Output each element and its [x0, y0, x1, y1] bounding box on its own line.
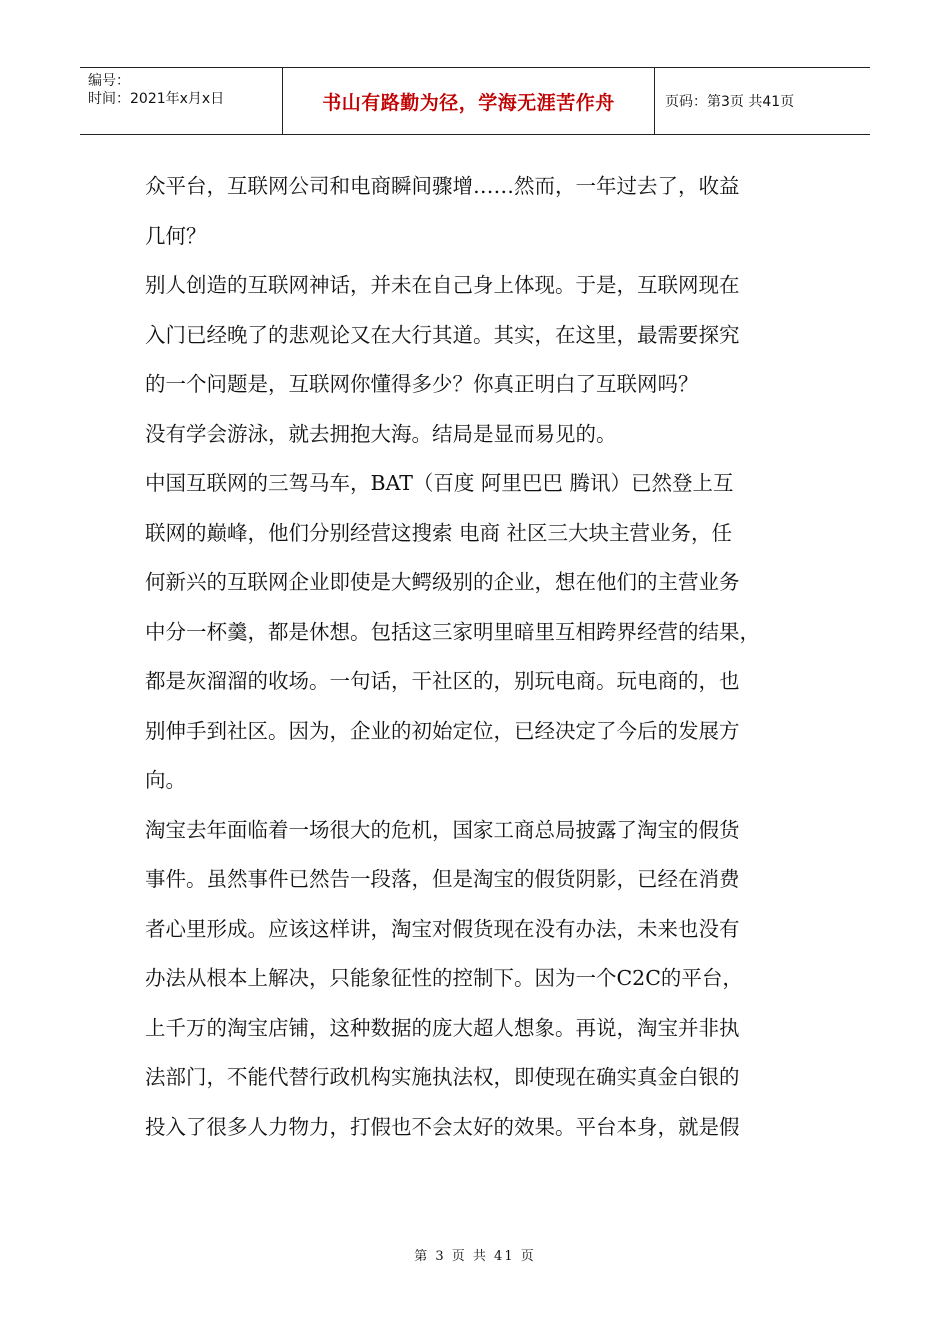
text-line: 中分一杯羹，都是休想。包括这三家明里暗里互相跨界经营的结果， — [145, 619, 760, 644]
text-line: 淘宝去年面临着一场很大的危机，国家工商总局披露了淘宝的假货 — [145, 817, 740, 842]
text-line: 都是灰溜溜的收场。一句话，干社区的，别玩电商。玩电商的，也 — [145, 669, 740, 693]
text-line: 办法从根本上解决，只能象征性的控制下。因为一个C2C的平台， — [145, 966, 743, 990]
text-line: 投入了很多人力物力，打假也不会太好的效果。平台本身，就是假 — [145, 1114, 740, 1139]
text-line: 上千万的淘宝店铺，这种数据的庞大超人想象。再说，淘宝并非执 — [145, 1015, 740, 1040]
header-motto-cell — [283, 68, 655, 134]
text-line: 的一个问题是，互联网你懂得多少？你真正明白了互联网吗？ — [145, 372, 699, 396]
text-line: 法部门，不能代替行政机构实施执法权，即使现在确实真金白银的 — [145, 1065, 740, 1089]
time-label: 时间：2021年x月x日 — [88, 91, 225, 107]
text-line: 别伸手到社区。因为，企业的初始定位，已经决定了今后的发展方 — [145, 718, 740, 743]
text-line: 者心里形成。应该这样讲，淘宝对假货现在没有办法，未来也没有 — [145, 916, 740, 941]
text-line: 何新兴的互联网企业即使是大鳄级别的企业，想在他们的主营业务 — [145, 570, 740, 594]
motto-text: 书山有路勤为径，学海无涯苦作舟 — [322, 91, 615, 114]
document-body — [145, 162, 805, 1152]
header-page-cell — [655, 68, 870, 134]
text-line: 向。 — [145, 768, 186, 792]
text-line: 入门已经晚了的悲观论又在大行其道。其实，在这里，最需要探究 — [145, 322, 740, 347]
code-label: 编号： — [88, 73, 130, 89]
text-line: 中国互联网的三驾马车，BAT（百度 阿里巴巴 腾讯）已然登上互 — [145, 471, 734, 495]
page-footer — [0, 1245, 950, 1264]
text-line: 众平台，互联网公司和电商瞬间骤增……然而，一年过去了，收益 — [145, 174, 740, 198]
text-line: 事件。虽然事件已然告一段落，但是淘宝的假货阴影，已经在消费 — [145, 867, 740, 891]
text-line: 联网的巅峰，他们分别经营这搜索 电商 社区三大块主营业务，任 — [145, 520, 733, 545]
text-line: 没有学会游泳，就去拥抱大海。结局是显而易见的。 — [145, 421, 617, 446]
page-info: 页码：第3页 共41页 — [665, 94, 795, 110]
text-line: 别人创造的互联网神话，并未在自己身上体现。于是，互联网现在 — [145, 273, 740, 297]
footer-page-number: 第 3 页 共 41 页 — [414, 1249, 536, 1264]
header-meta-cell — [80, 68, 283, 134]
text-line: 几何？ — [145, 223, 207, 248]
header-table — [80, 67, 870, 135]
